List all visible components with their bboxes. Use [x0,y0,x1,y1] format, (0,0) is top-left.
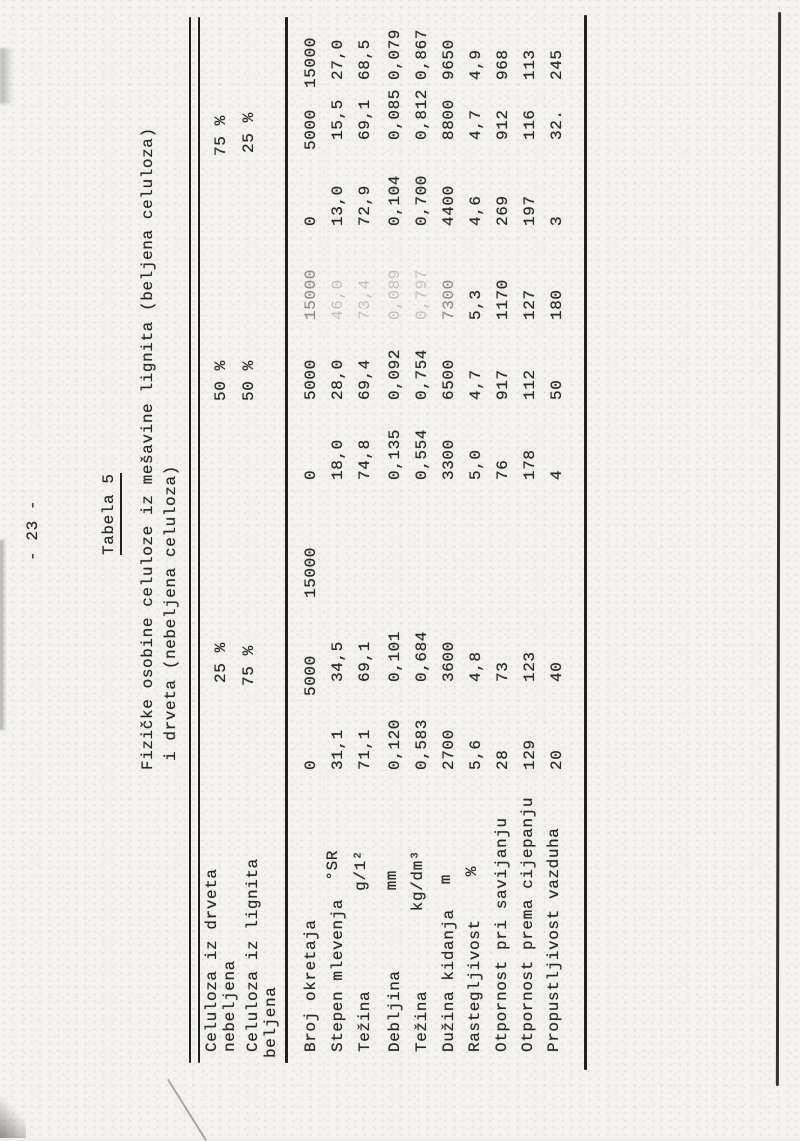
group1-header-top: 25 % [212,642,230,683]
table-cell: 197 [521,195,539,226]
table-cell: 40 [548,661,566,682]
table-cell: 0,104 [386,174,404,226]
table-cell: 178 [521,449,539,480]
page-edge-line [776,12,781,1086]
table-cell: 68,5 [356,39,374,80]
row-label: Stepen mlevenja [329,898,347,1052]
data-column-g1-5000 [298,587,571,696]
table-cell: 3300 [440,439,458,480]
table-cell: 4,6 [467,195,485,226]
table-cell: 69,1 [356,99,374,140]
table-cell: 5,0 [467,449,485,480]
table-cell: 0,583 [413,718,431,770]
table-cell: 72,9 [356,185,374,226]
table-cell: 0,085 [386,88,404,140]
table-cell: 0,120 [386,718,404,770]
row-label: Propustljivost vazduha [545,827,563,1052]
table-caption-text: Tabela 5 [100,473,122,555]
table-cell: 3 [548,215,566,226]
table-cell: 31,1 [329,729,347,770]
row-label: Debljina [386,970,404,1052]
table-cell: 0,754 [413,348,431,400]
table-cell: 0,700 [413,174,431,226]
table-cell: 15000 [302,546,320,598]
table-cell: 112 [521,369,539,400]
table-cell: 4400 [440,185,458,226]
data-column-g1-15000 [298,503,325,598]
group2-header-top: 50 % [212,360,230,401]
row-label: Težina [356,990,374,1052]
row-label: Otpornost prema cijepanju [519,796,537,1052]
row-label: Rastegljivost [466,919,484,1052]
table-title-line1: Fizičke osobine celuloze iz mešavine lignita (beljena celuloza) [139,127,157,770]
row-unit: °SR [324,850,342,881]
table-cell: 912 [494,109,512,140]
table-cell: 13,0 [329,185,347,226]
table-cell: 28 [494,749,512,770]
table-cell: 8800 [440,99,458,140]
row-label: Težina [413,990,431,1052]
table-cell: 0 [302,215,320,226]
table-cell: 180 [548,289,566,320]
scan-artifact-top-smudge [0,540,6,730]
data-column-g3-0 [298,131,571,226]
table-cell: 1170 [494,279,512,320]
table-cell: 15000 [302,268,320,320]
table-cell: 20 [548,749,566,770]
scan-artifact-right-smudge [0,48,14,104]
table-cell: 5000 [302,359,320,400]
table-cell: 116 [521,109,539,140]
table-cell: 15,5 [329,99,347,140]
table-cell: 0 [302,469,320,480]
table-cell: 15000 [302,36,320,88]
table-cell: 50 [548,379,566,400]
page-number: - 23 - [24,499,42,561]
table-cell: 18,0 [329,439,347,480]
table-cell: 5,3 [467,289,485,320]
table-cell: 0 [302,759,320,770]
table-cell: 69,4 [356,359,374,400]
corner-header-line1b: nebeljena [221,960,239,1052]
table-cell: 73 [494,661,512,682]
table-cell: 27,0 [329,39,347,80]
table-cell: 4,9 [467,49,485,80]
data-column-g2-15000 [298,225,571,320]
table-cell: 28,0 [329,359,347,400]
row-label: Dužina kidanja [440,909,458,1052]
table-title-line2: i drveta (nebeljena celuloza) [162,465,180,761]
table-cell: 968 [494,49,512,80]
table-bottom-rule [584,15,587,1070]
table-cell: 9650 [440,39,458,80]
table-cell: 4,7 [467,369,485,400]
row-unit: % [463,866,481,877]
table-cell: 0,812 [413,88,431,140]
table-top-rule-outer [189,17,191,1063]
table-cell: 73,4 [356,279,374,320]
table-cell: 3600 [440,641,458,682]
table-cell: 0,101 [386,630,404,682]
data-column-g1-0 [298,675,571,770]
table-cell: 32. [548,109,566,140]
corner-header-line1: Celuloza iz drveta [203,868,221,1052]
group3-header-top: 75 % [212,115,230,156]
row-unit: m [437,874,455,885]
table-cell: 123 [521,651,539,682]
table-cell: 6500 [440,359,458,400]
row-label: Broj okretaja [302,919,320,1052]
table-top-rule-inner [198,17,200,1063]
table-cell: 0,079 [386,28,404,80]
table-cell: 113 [521,49,539,80]
table-cell: 5000 [302,655,320,696]
table-cell: 5000 [302,109,320,150]
row-unit: kg/dm³ [409,850,427,912]
table-cell: 0,797 [413,268,431,320]
group2-header-bottom: 50 % [240,360,258,401]
corner-header-line2b: beljena [262,986,280,1058]
table-cell: 127 [521,289,539,320]
table-cell: 74,8 [356,439,374,480]
data-column-g3-15000 [298,0,571,88]
table-cell: 4 [548,469,566,480]
table-cell: 46,0 [329,279,347,320]
table-cell: 269 [494,195,512,226]
scan-artifact-crease [167,1079,207,1141]
table-caption [100,473,118,555]
table-cell: 76 [494,459,512,480]
table-cell: 4,7 [467,109,485,140]
table-cell: 0,684 [413,630,431,682]
table-cell: 4,8 [467,651,485,682]
scan-artifact-corner-mark [0,1096,26,1138]
table-cell: 69,1 [356,641,374,682]
row-unit: mm [383,870,401,891]
table-cell: 129 [521,739,539,770]
table-cell: 917 [494,369,512,400]
table-cell: 245 [548,49,566,80]
table-cell: 0,554 [413,428,431,480]
table-cell: 34,5 [329,641,347,682]
table-cell: 71,1 [356,729,374,770]
table-cell: 0,092 [386,348,404,400]
corner-header-line2: Celuloza iz lignita [244,858,262,1052]
table-header-rule [285,17,288,1063]
table-cell: 0,867 [413,28,431,80]
group3-header-bottom: 25 % [240,112,258,153]
table-cell: 7300 [440,279,458,320]
table-cell: 0,089 [386,268,404,320]
row-unit: g/1² [352,850,370,891]
table-cell: 5,6 [467,739,485,770]
group1-header-bottom: 75 % [240,645,258,686]
row-label: Otpornost pri savijanju [493,817,511,1052]
table-cell: 0,135 [386,428,404,480]
table-cell: 2700 [440,729,458,770]
